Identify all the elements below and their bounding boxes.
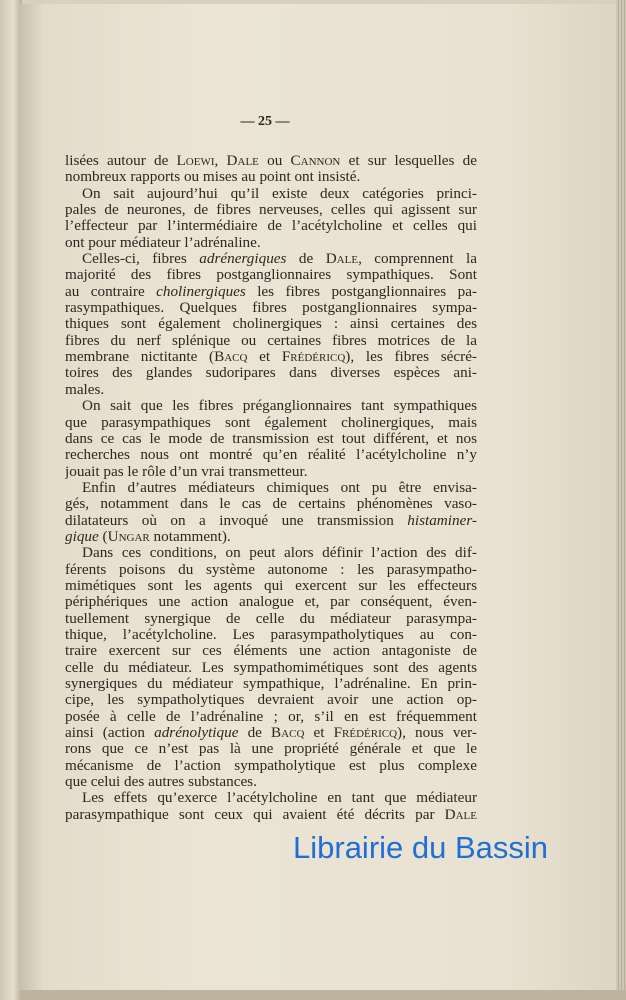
text-segment: que celui des autres substances. (65, 774, 257, 791)
text-segment: jouait pas le rôle d’un vrai transmetteur. (65, 463, 308, 480)
author-name: Frédéricq (281, 349, 346, 366)
italic-term: histaminer- (407, 512, 477, 529)
text-segment: dans ce cas le mode de transmission est tout différent, et nos (65, 430, 477, 447)
text-line (65, 709, 477, 725)
author-name: Bacq (214, 349, 248, 366)
page-number: — 25 — (240, 114, 290, 129)
text-line (65, 513, 477, 529)
watermark: Librairie du Bassin (293, 830, 549, 865)
text-line (65, 480, 477, 496)
text-line (65, 235, 477, 251)
text-segment: périphériques une action analogue et, par conséquent, éven- (65, 594, 477, 611)
text-segment: et (247, 349, 282, 366)
text-segment: mécanisme de l’action sympatholytique est plus complexe (65, 757, 477, 774)
italic-term: cholinergiques (156, 283, 246, 300)
text-line (65, 218, 477, 234)
text-segment: ou (258, 153, 291, 169)
text-segment: rons que ce n’est pas là une propriété générale et que le (65, 741, 477, 758)
text-segment: au contraire (65, 283, 157, 300)
text-line (65, 316, 477, 332)
text-segment: ), nous ver- (397, 725, 477, 742)
text-segment: ), les fibres sécré- (345, 349, 477, 366)
text-segment: ainsi (action (65, 725, 155, 742)
text-line (65, 153, 477, 169)
text-line (65, 643, 477, 659)
author-name: Loewi (176, 153, 215, 169)
text-segment: mimétiques sont les agents qui exercent sur les effecteurs (65, 577, 477, 594)
text-line (65, 790, 477, 806)
text-segment: , comprennent la (358, 251, 477, 268)
text-segment: les fibres postganglionnaires pa- (245, 283, 477, 300)
text-line (65, 676, 477, 692)
text-line (65, 447, 477, 463)
facing-page-edge (0, 0, 22, 1000)
text-line (65, 758, 477, 774)
text-line (65, 725, 477, 741)
text-segment: gés, notamment dans le cas de certains phénomènes vaso- (65, 496, 477, 513)
text-segment: dilatateurs où on a invoqué une transmission (65, 512, 408, 529)
text-line (65, 594, 477, 610)
text-segment: que parasympathiques sont également cholinergiques, mais (65, 414, 477, 431)
text-segment: nombreux rapports ou mises au point ont insisté. (65, 169, 361, 186)
text-segment: parasympathique sont ceux qui avaient été décrits par (65, 806, 445, 823)
text-line (65, 169, 477, 185)
text-line (65, 415, 477, 431)
text-segment: rasympathiques. Quelques fibres postganglionnaires sympa- (65, 300, 477, 317)
text-segment: de (238, 725, 272, 742)
text-line (65, 284, 477, 300)
text-segment: toires des glandes sudoripares dans diverses espèces ani- (65, 365, 477, 382)
text-segment: synergiques du médiateur sympathique, l’adrénaline. En prin- (65, 676, 477, 692)
text-segment: Dans ces conditions, on peut alors définir l’action des dif- (82, 545, 477, 562)
text-line (65, 774, 477, 790)
text-line (65, 692, 477, 708)
text-line (65, 382, 477, 398)
italic-term: adrénergiques (199, 251, 287, 268)
author-name: Frédéricq (333, 725, 398, 742)
text-segment: posée à celle de l’adrénaline ; or, s’il en est fréquemment (65, 708, 477, 725)
text-segment: traire exercent sur ces éléments une action antagoniste de (65, 643, 477, 660)
text-segment: majorité des fibres postganglionnaires sympathiques. Sont (65, 267, 477, 284)
text-line (65, 267, 477, 283)
text-segment: et sur lesquelles de (340, 153, 477, 169)
text-segment: l’effecteur par l’intermédiaire de l’acétylcholine et celles qui (65, 218, 477, 235)
author-name: Cannon (290, 153, 341, 169)
text-line (65, 807, 477, 823)
text-line (65, 464, 477, 480)
text-segment: férents poisons du système autonome : les parasympatho- (65, 561, 477, 578)
author-name: Dale (226, 153, 259, 169)
author-name: Ungar (107, 528, 150, 545)
text-segment: ( (98, 528, 108, 545)
text-line (65, 365, 477, 381)
text-line (65, 300, 477, 316)
author-name: Dale (325, 251, 359, 268)
text-line (65, 578, 477, 594)
text-segment: On sait que les fibres préganglionnaires tant sympathiques (82, 398, 477, 415)
text-line (65, 627, 477, 643)
text-segment: membrane nictitante ( (65, 349, 215, 366)
text-segment: pales de neurones, de fibres nerveuses, celles qui agissent sur (65, 202, 477, 219)
text-line (65, 349, 477, 365)
text-line (65, 496, 477, 512)
text-segment: de (286, 251, 326, 268)
text-segment: , (214, 153, 227, 169)
text-line (65, 333, 477, 349)
text-segment: ont pour médiateur l’adrénaline. (65, 234, 261, 251)
text-line (65, 529, 477, 545)
text-segment: notamment). (149, 528, 231, 545)
text-line (65, 202, 477, 218)
text-segment: On sait aujourd’hui qu’il existe deux catégories princi- (82, 185, 477, 202)
text-line (65, 186, 477, 202)
text-line (65, 251, 477, 267)
author-name: Bacq (271, 725, 305, 742)
text-segment: Celles-ci, fibres (82, 251, 200, 268)
body-text (65, 153, 477, 823)
text-line (65, 562, 477, 578)
italic-term: gique (65, 528, 99, 545)
text-line (65, 545, 477, 561)
text-segment: et (304, 725, 334, 742)
text-line (65, 611, 477, 627)
text-line (65, 660, 477, 676)
text-segment: Enfin d’autres médiateurs chimiques ont pu être envisa- (82, 479, 477, 496)
text-segment: celle du médiateur. Les sympathomimétiques sont des agents (65, 659, 477, 676)
text-line (65, 398, 477, 414)
page-bottom-edge (20, 990, 626, 1000)
text-segment: Les effets qu’exerce l’acétylcholine en tant que médiateur (82, 790, 477, 807)
text-segment: males. (65, 381, 105, 398)
text-line (65, 431, 477, 447)
author-name: Dale (444, 806, 477, 823)
italic-term: adrénolytique (154, 725, 239, 742)
text-segment: tuellement synergique de celle du médiateur parasympa- (65, 610, 477, 627)
page-stack-edge (616, 0, 626, 1000)
text-segment: thiques sont également cholinergiques : ainsi certaines des (65, 316, 477, 333)
text-segment: thique, l’acétylcholine. Les parasympatholytiques au con- (65, 626, 477, 643)
text-line (65, 741, 477, 757)
text-segment: fibres du nerf splénique ou certaines fibres motrices de la (65, 332, 477, 349)
text-segment: lisées autour de (65, 153, 177, 169)
text-segment: recherches nous ont montré qu’en réalité l’acétylcholine n’y (65, 447, 477, 464)
text-segment: cipe, les sympatholytiques devraient avoir une action op- (65, 692, 477, 709)
